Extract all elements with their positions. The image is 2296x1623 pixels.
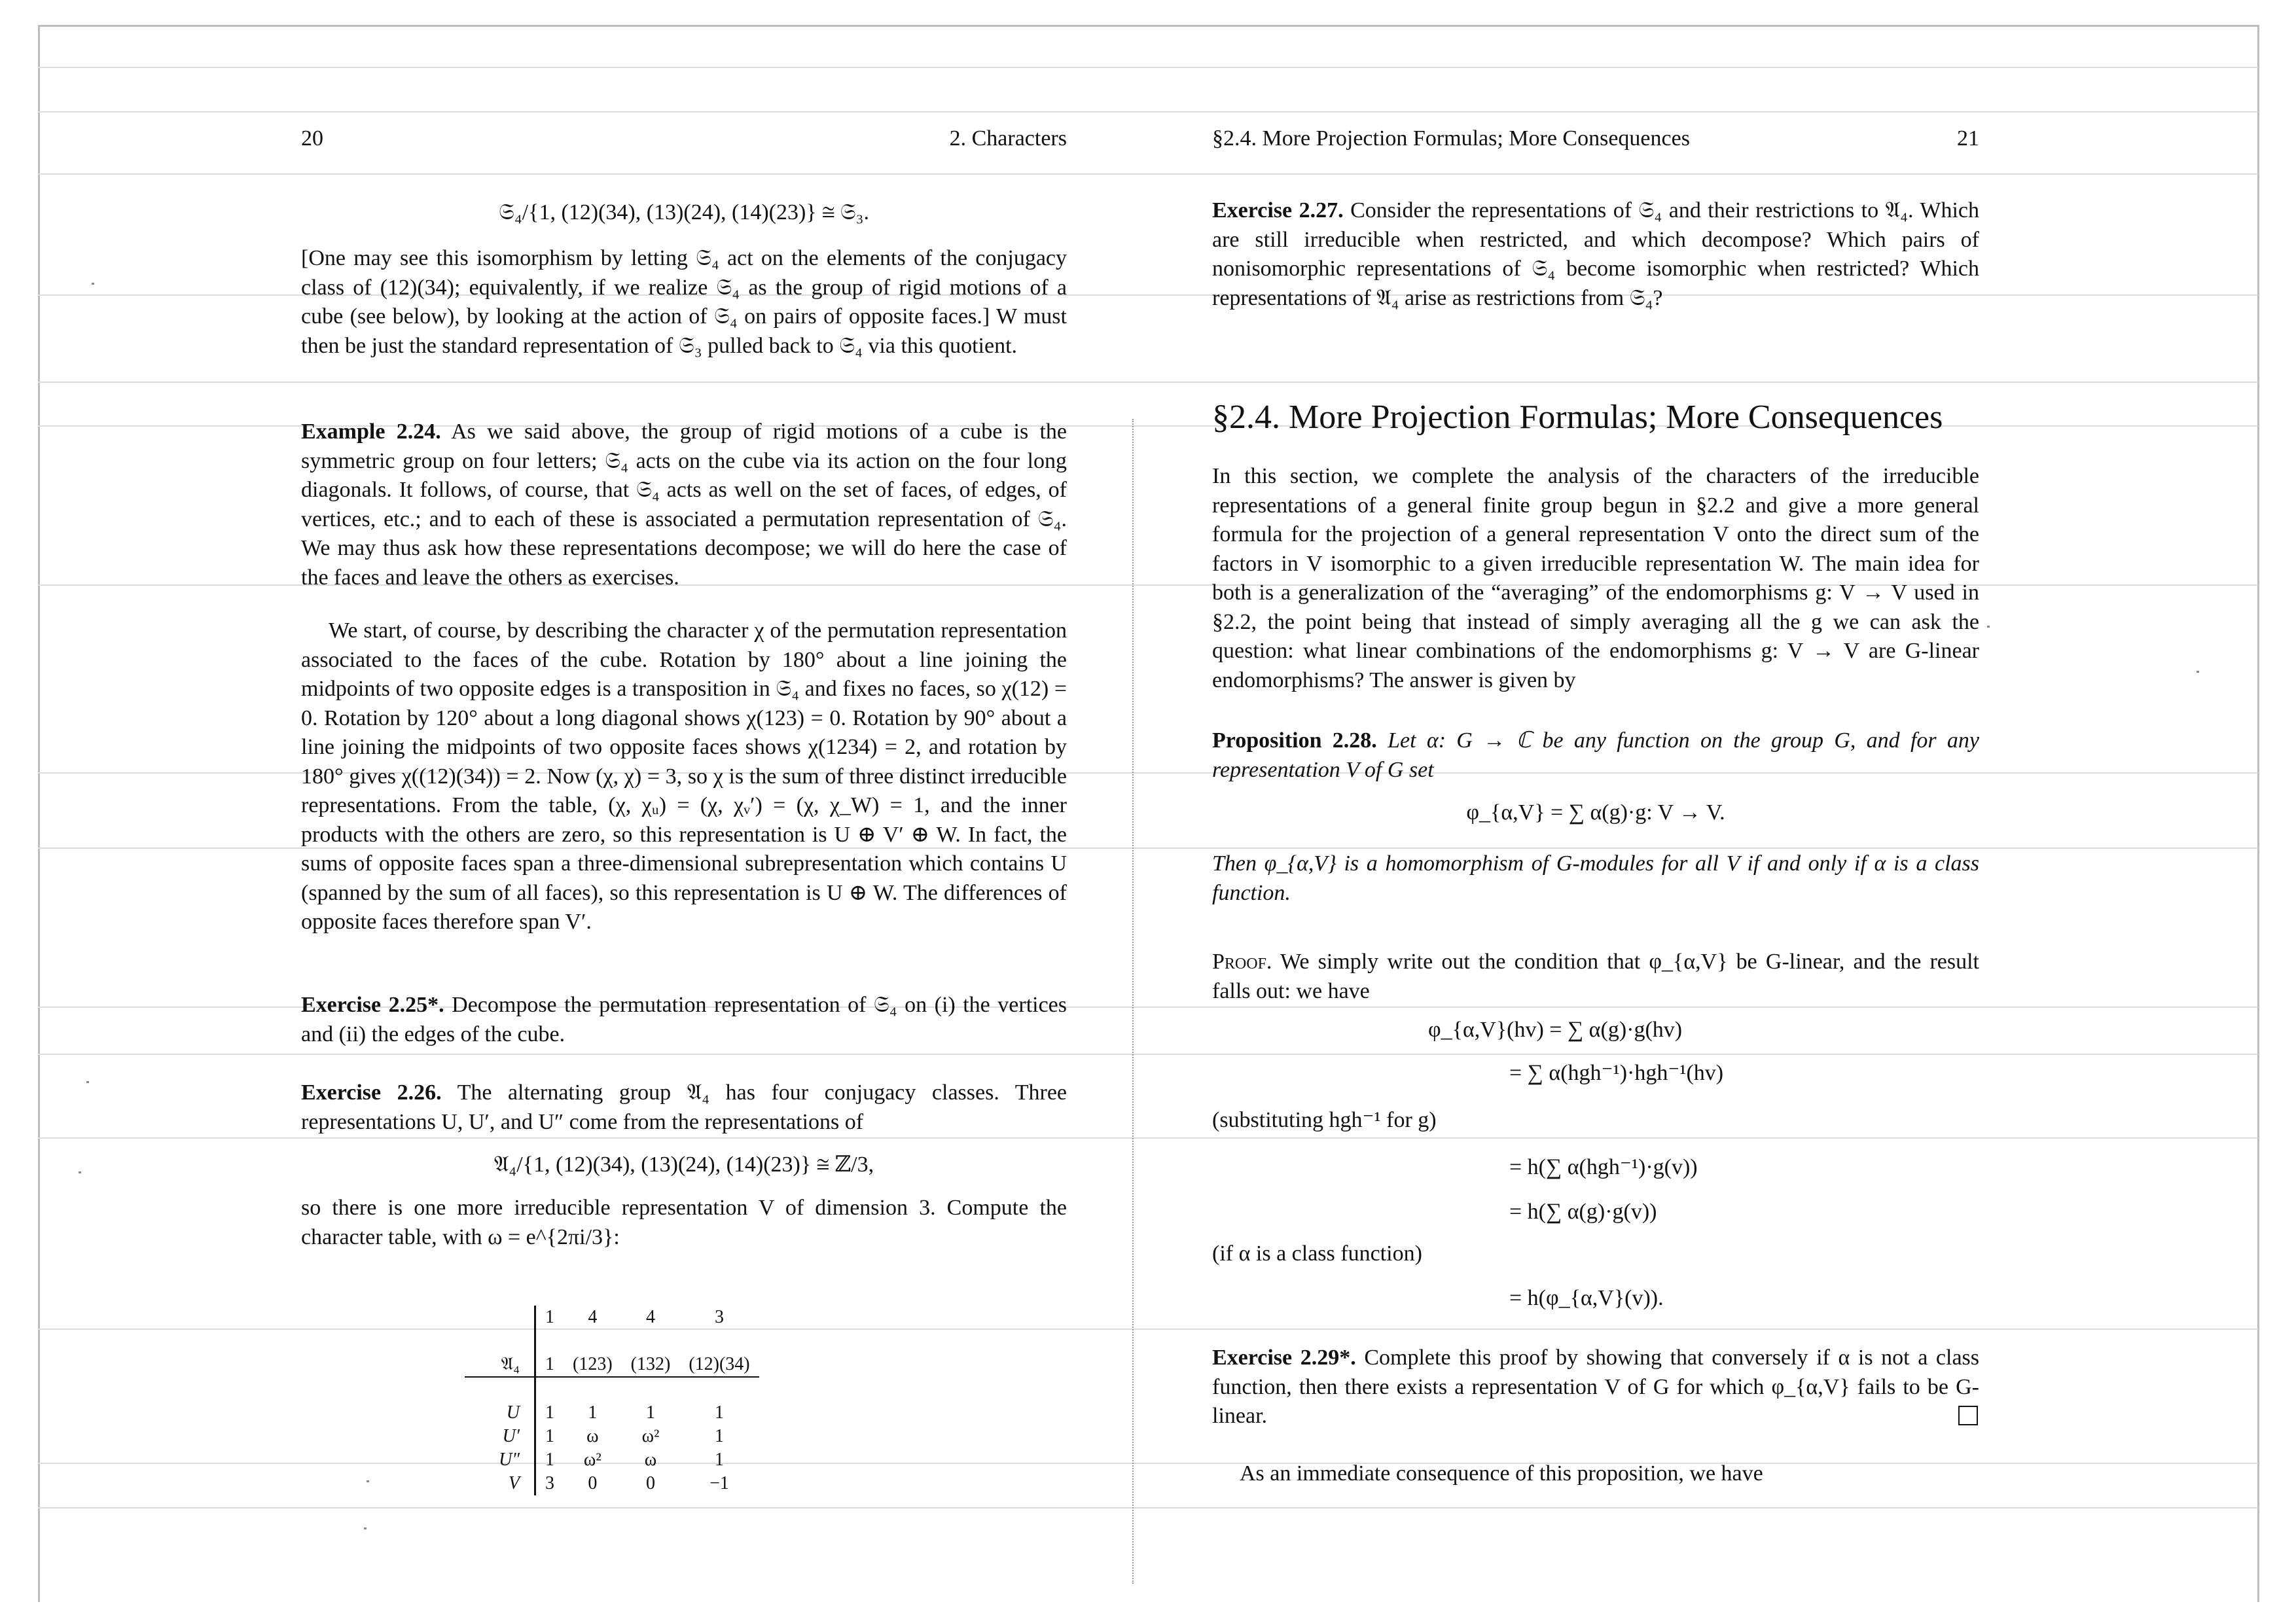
proof-paragraph — [1212, 948, 1979, 1006]
frame-top — [38, 25, 2258, 27]
class-rep: (123) — [564, 1353, 622, 1377]
page-number: 21 — [1957, 126, 1979, 151]
character-table — [465, 1306, 759, 1495]
table-row — [465, 1401, 759, 1425]
table-cell: 3 — [545, 1473, 554, 1493]
frame-right — [2257, 25, 2259, 1602]
table-cell: ω — [644, 1450, 657, 1470]
scan-speck — [367, 1480, 369, 1482]
table-cell: 1 — [588, 1402, 598, 1423]
class-size: 4 — [645, 1307, 655, 1327]
spacer-row — [465, 1377, 759, 1401]
exercise-text: The alternating group 𝔄₄ has four conjugacy classes. Three representations U, U′, and U″ come from the representations of — [301, 1080, 1067, 1134]
table-cell: 1 — [714, 1402, 724, 1423]
exercise-2-27 — [1212, 196, 1979, 313]
frame-left — [38, 25, 40, 1602]
scan-rule — [38, 1507, 2258, 1508]
a4-quotient-equation: 𝔄₄/{1, (12)(34), (13)(24), (14)(23)} ≅ ℤ/3, — [493, 1152, 874, 1177]
proposition-label: Proposition 2.28. — [1212, 728, 1377, 753]
proof-text: We simply write out the condition that φ_{α,V} be G-linear, and the result falls out: we have — [1212, 950, 1979, 1003]
example-2-24 — [301, 418, 1067, 592]
scan-speck — [364, 1527, 367, 1529]
proposition-2-28 — [1212, 726, 1979, 785]
class-rep: (12)(34) — [679, 1353, 759, 1377]
table-cell: 1 — [714, 1426, 724, 1446]
character-table-grid — [465, 1306, 759, 1495]
group-label: 𝔄₄ — [465, 1353, 535, 1377]
rep-label: U″ — [465, 1448, 535, 1472]
equation-line-3: = h(∑ α(hgh⁻¹)·g(v)) — [1509, 1155, 1698, 1179]
spacer-row — [465, 1329, 759, 1353]
scan-speck — [86, 1081, 89, 1083]
table-row — [465, 1425, 759, 1448]
binding-gutter — [1132, 419, 1134, 1584]
scan-speck — [2197, 671, 2199, 673]
class-rep: (132) — [622, 1353, 680, 1377]
rep-label: U — [465, 1401, 535, 1425]
table-cell: ω² — [583, 1450, 601, 1470]
exercise-2-25 — [301, 991, 1067, 1049]
table-row — [465, 1448, 759, 1472]
rep-label: U′ — [465, 1425, 535, 1448]
table-cell: 1 — [645, 1402, 655, 1423]
exercise-2-26-continued: so there is one more irreducible representation V of dimension 3. Compute the character table, with ω = e^{2πi/3}: — [301, 1196, 1067, 1249]
section-intro: In this section, we complete the analysis of the characters of the irreducible representations of a general finite group begun in §2.2 and give a more general formula for the projection of a general representation V onto the direct sum of the factors in V isomorphic to a given irreducible representation W. The main idea for both is a generalization of the “averaging” of the endomorphisms g: V → V used in §2.2, the point being that instead of simply averaging all the g we can ask the question: what linear combinations of the endomorphisms g: V → V are G-linear endomorphisms? The answer is given by — [1212, 464, 1979, 692]
table-cell: 1 — [545, 1426, 554, 1446]
running-head: 2. Characters — [949, 126, 1067, 151]
table-cell: ω — [586, 1426, 599, 1446]
table-cell: 1 — [545, 1450, 554, 1470]
scan-rule — [38, 1137, 2258, 1139]
qed-square-icon — [1958, 1406, 1978, 1425]
scan-speck — [79, 1171, 81, 1173]
exercise-label: Exercise 2.26. — [301, 1080, 442, 1105]
closing-line: As an immediate consequence of this proposition, we have — [1240, 1461, 1763, 1486]
equation-note-1: (substituting hgh⁻¹ for g) — [1212, 1108, 1437, 1132]
scan-rule — [38, 173, 2258, 175]
example-label: Example 2.24. — [301, 419, 441, 444]
faces-paragraph: We start, of course, by describing the character χ of the permutation representation associated to the faces of the cube. Rotation by 180° about a line joining the midpoints of two opposite edges is a transposition in 𝔖₄ and fixes no faces, so χ(12) = 0. Rotation by 120° about a long diagonal shows χ(123) = 0. Rotation by 90° about a line joining the midpoints of two opposite faces shows χ(1234) = 2, and rotation by 180° gives χ((12)(34)) = 2. Now (χ, χ) = 3, so χ is the sum of three distinct irreducible representations. From the table, (χ, χᵤ) = (χ, χᵥ′) = (χ, χ_W) = 1, and the inner products with the others are zero, so this representation is U ⊕ V′ ⊕ W. In fact, the sums of opposite faces span a three-dimensional subrepresentation which contains U (spanned by the sum of all faces), so this representation is U ⊕ W. The differences of opposite faces therefore span V′. — [301, 618, 1067, 934]
exercise-text: Decompose the permutation representation of 𝔖₄ on (i) the vertices and (ii) the edges of the cube. — [301, 993, 1067, 1046]
class-header-row — [465, 1353, 759, 1377]
class-size: 4 — [588, 1307, 598, 1327]
table-cell: ω² — [641, 1426, 660, 1446]
exercise-2-29 — [1212, 1344, 1979, 1431]
exercise-text: Complete this proof by showing that conversely if α is not a class function, then there exists a representation V of G for which φ_{α,V} fails to be G-linear. — [1212, 1346, 1980, 1428]
running-head: §2.4. More Projection Formulas; More Consequences — [1212, 126, 1690, 151]
class-sizes-row — [465, 1306, 759, 1329]
scan-rule — [38, 67, 2258, 68]
proof-label: Proof. — [1212, 950, 1272, 974]
table-cell: 1 — [714, 1450, 724, 1470]
quotient-equation: 𝔖₄/{1, (12)(34), (13)(24), (14)(23)} ≅ 𝔖₃. — [498, 200, 870, 224]
scan-rule — [38, 111, 2258, 113]
section-title: §2.4. More Projection Formulas; More Consequences — [1212, 399, 1943, 436]
table-row — [465, 1472, 759, 1495]
exercise-label: Exercise 2.29*. — [1212, 1346, 1356, 1370]
table-cell: 0 — [588, 1473, 598, 1493]
exercise-label: Exercise 2.25*. — [301, 993, 444, 1017]
equation-line-4: = h(∑ α(g)·g(v)) — [1509, 1200, 1657, 1224]
scan-speck — [92, 283, 94, 285]
table-cell: 1 — [545, 1402, 554, 1423]
exercise-label: Exercise 2.27. — [1212, 198, 1344, 223]
proposition-conclusion: Then φ_{α,V} is a homomorphism of G-modules for all V if and only if α is a class function. — [1212, 851, 1979, 905]
scan-rule — [38, 1054, 2258, 1055]
exercise-text: Consider the representations of 𝔖₄ and their restrictions to 𝔄₄. Which are still irreducible when restricted, and which decompose? Which pairs of nonisomorphic representations of 𝔖₄ become isomorphic when restricted? Which representations of 𝔄₄ arise as restrictions from 𝔖₄? — [1212, 198, 1980, 310]
proposition-text: Let α: G → ℂ be any function on the group G, and for any representation V of G set — [1212, 728, 1980, 782]
class-size: 3 — [714, 1307, 724, 1327]
scan-rule — [38, 382, 2258, 383]
table-cell: −1 — [709, 1473, 729, 1493]
scan-rule — [38, 1329, 2258, 1330]
exercise-2-26 — [301, 1079, 1067, 1137]
qed-box — [1958, 1406, 1978, 1425]
equation-note-2: (if α is a class function) — [1212, 1241, 1422, 1266]
class-rep: 1 — [535, 1353, 564, 1377]
equation-line-5: = h(φ_{α,V}(v)). — [1509, 1286, 1664, 1310]
isomorphism-paragraph: [One may see this isomorphism by letting 𝔖₄ act on the elements of the conjugacy class of (12)(34); equivalently, if we realize 𝔖₄ as the group of rigid motions of a cube (see below), by looking at the action of 𝔖₄ on pairs of opposite faces.] W must then be just the standard representation of 𝔖₃ pulled back to 𝔖₄ via this quotient. — [301, 246, 1067, 358]
scan-speck — [1987, 626, 1990, 628]
example-text: As we said above, the group of rigid motions of a cube is the symmetric group on four letters; 𝔖₄ acts on the cube via its action on the four long diagonals. It follows, of course, that 𝔖₄ acts as well on the set of faces, of edges, of vertices, etc.; and to each of these is associated a permutation representation of 𝔖₄. We may thus ask how these representations decompose; we will do here the case of the faces and leave the others as exercises. — [301, 419, 1067, 590]
class-size: 1 — [545, 1307, 554, 1327]
equation-line-1: φ_{α,V}(hv) = ∑ α(g)·g(hv) — [1428, 1018, 1683, 1042]
table-corner — [465, 1306, 535, 1329]
phi-definition: φ_{α,V} = ∑ α(g)·g: V → V. — [1466, 800, 1725, 825]
rep-label: V — [465, 1472, 535, 1495]
page-number: 20 — [301, 126, 323, 151]
equation-line-2: = ∑ α(hgh⁻¹)·hgh⁻¹(hv) — [1509, 1061, 1724, 1085]
table-cell: 0 — [645, 1473, 655, 1493]
